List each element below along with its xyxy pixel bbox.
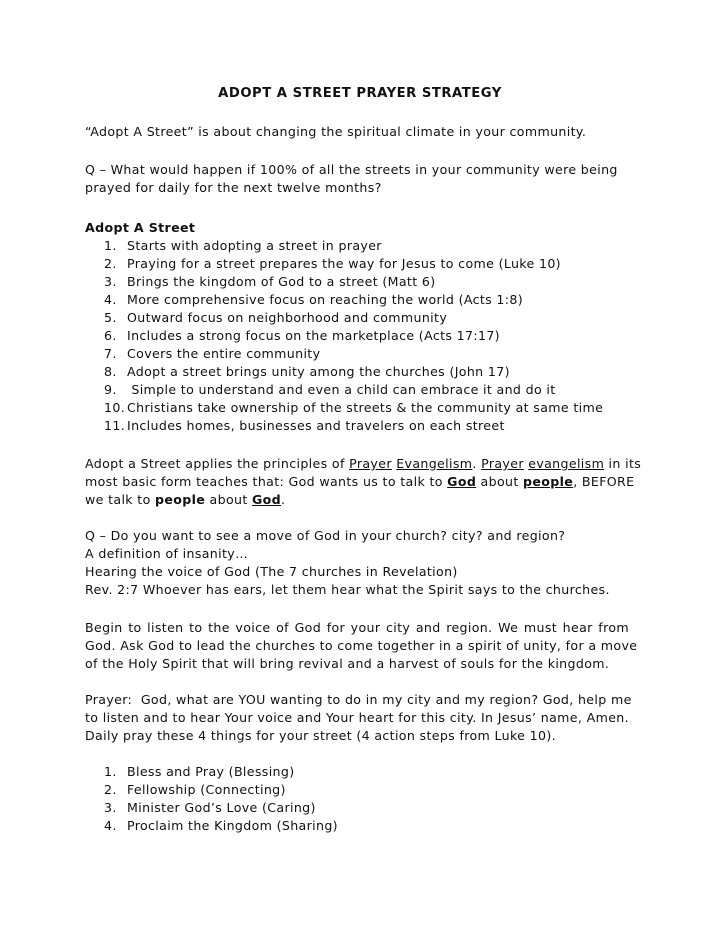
question-2-line-1: Q – Do you want to see a move of God in your church? city? and region? [85, 528, 566, 543]
listen-line-2: God. Ask God to lead the churches to come together in a spirit of unity, for a move [85, 638, 638, 653]
list-item: 1. Starts with adopting a street in prayer [104, 238, 382, 253]
principles-line-2: most basic form teaches that: God wants us to talk to God about people, BEFORE [85, 474, 635, 489]
list-item: 1. Bless and Pray (Blessing) [104, 764, 295, 779]
revelation-verse: Rev. 2:7 Whoever has ears, let them hear what the Spirit says to the churches. [85, 582, 610, 597]
list-item: 7. Covers the entire community [104, 346, 321, 361]
list-item: 11. Includes homes, businesses and travelers on each street [104, 418, 505, 433]
question-1-line-2: prayed for daily for the next twelve months? [85, 180, 382, 195]
list-item: 8. Adopt a street brings unity among the churches (John 17) [104, 364, 510, 379]
list-item: 6. Includes a strong focus on the marketplace (Acts 17:17) [104, 328, 500, 343]
question-1-line-1: Q – What would happen if 100% of all the streets in your community were being [85, 162, 618, 177]
principles-line-1: Adopt a Street applies the principles of Prayer Evangelism. Prayer evangelism in its [85, 456, 642, 471]
adopt-heading: Adopt A Street [85, 220, 196, 235]
list-item: 4. Proclaim the Kingdom (Sharing) [104, 818, 338, 833]
prayer-line-2: to listen and to hear Your voice and Your heart for this city. In Jesus’ name, Amen. [85, 710, 629, 725]
document-title: ADOPT A STREET PRAYER STRATEGY [218, 86, 502, 101]
prayer-line-1: Prayer: God, what are YOU wanting to do in my city and my region? God, help me [85, 692, 632, 707]
hearing-voice-line: Hearing the voice of God (The 7 churches in Revelation) [85, 564, 458, 579]
intro-paragraph: “Adopt A Street” is about changing the spiritual climate in your community. [85, 124, 587, 139]
list-item: 9. Simple to understand and even a child can embrace it and do it [104, 382, 556, 397]
list-item: 2. Fellowship (Connecting) [104, 782, 286, 797]
listen-line-3: of the Holy Spirit that will bring revival and a harvest of souls for the kingdom. [85, 656, 610, 671]
list-item: 3. Brings the kingdom of God to a street (Matt 6) [104, 274, 436, 289]
list-item: 2. Praying for a street prepares the way for Jesus to come (Luke 10) [104, 256, 561, 271]
prayer-line-3: Daily pray these 4 things for your street (4 action steps from Luke 10). [85, 728, 556, 743]
list-item: 5. Outward focus on neighborhood and community [104, 310, 448, 325]
principles-line-3: we talk to people about God. [85, 492, 286, 507]
list-item: 4. More comprehensive focus on reaching the world (Acts 1:8) [104, 292, 524, 307]
listen-line-1: Begin to listen to the voice of God for your city and region. We must hear from [85, 620, 629, 635]
list-item: 3. Minister God’s Love (Caring) [104, 800, 316, 815]
insanity-definition: A definition of insanity… [85, 546, 249, 561]
list-item: 10. Christians take ownership of the streets & the community at same time [104, 400, 604, 415]
